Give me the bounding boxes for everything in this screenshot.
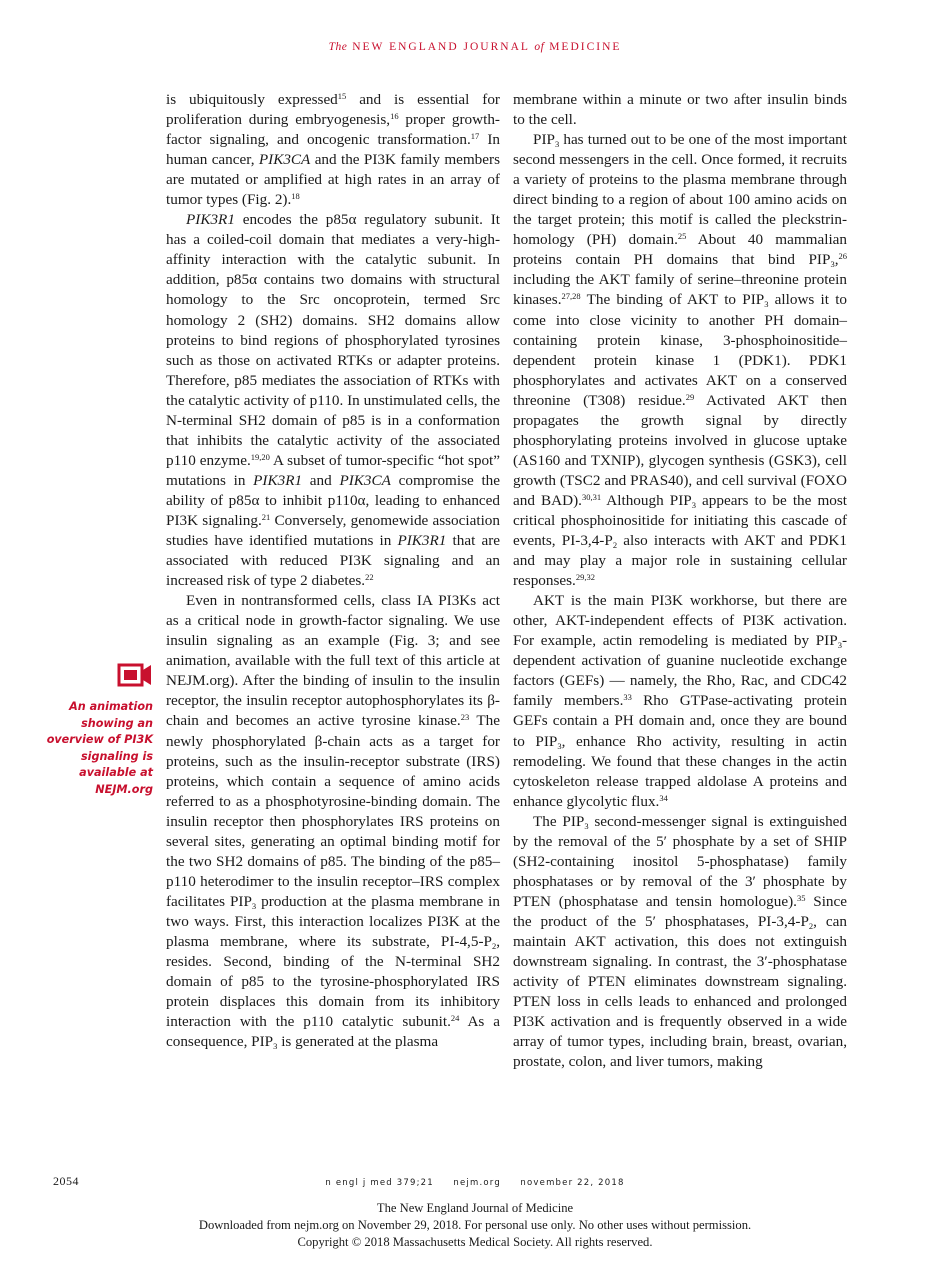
gene-name: PIK3CA [339,471,391,489]
text-run: Even in nontransformed cells, class IA PI3Ks act as a critical node in growth-factor signaling. We use insulin signaling as an example (Fig. 3; and see animation, available with the full text of this article at NEJM.org). After the binding of insulin to the insulin receptor, the insulin receptor autophosphorylates its β-chain and becomes an active tyrosine kinase. [166,592,500,730]
subscript: 3 [273,1041,278,1052]
left-paragraph-3 [166,591,500,1052]
text-run: and the PI3K family members are mutated or amplified at high rates in an array of tumor types (Fig. 2). [166,151,500,209]
text-run: Although PIP [601,491,692,509]
text-run: is generated at the plasma [277,1033,439,1051]
text-run: allows it to come into close vicinity to another PH domain–containing protein kinase, 3-phosphoinositide–dependent protein kinase 1 (PDK1). PDK1 phosphorylates and activates AKT on a conserved threonine (T308) residue. [513,291,848,409]
reference-marker: 19,20 [250,451,270,462]
page-number: 2054 [53,1174,79,1188]
text-run: has turned out to be one of the most important second messengers in the cell. Once formed, it recruits a variety of proteins to the plasma membrane through direct binding to a region of about 100 amino acids on the target protein; this motif is called the pleckstrin-homology (PH) domain. [513,131,847,249]
text-run: compromise the ability of p85α to inhibit p110α, leading to enhanced PI3K signaling. [166,471,501,529]
text-run: Since the product of the 5′ phosphatases, PI-3,4-P [513,892,847,930]
subscript: 3 [837,640,842,651]
left-column [166,90,500,1052]
masthead-of: of [534,41,545,53]
reference-marker: 17 [470,131,480,142]
reference-marker: 18 [291,191,300,202]
text-run: , resides. Second, binding of the N-terminal SH2 domain of p85 to the tyrosine-phosphorylated IRS protein displaces this domain from its inhibitory interaction with the p110 catalytic subunit. [166,932,500,1031]
text-run: including the AKT family of serine–threonine protein kinases. [513,271,847,309]
left-paragraph-2 [166,210,500,591]
text-run: second-messenger signal is extinguished by the removal of the 5′ phosphate by a set of SHIP (SH2-containing inositol 5-phosphatase) family phosphatases or by removal of the 3′ phosphate by PTEN (phosphatase and tensin homologue). [513,812,847,910]
gene-name: PIK3R1 [253,471,303,489]
reference-marker: 27,28 [561,291,581,302]
reference-marker: 30,31 [581,491,602,502]
text-run: The PIP [533,812,585,830]
reference-marker: 26 [838,251,847,262]
text-run: and is essential for proliferation during embryogenesis, [166,91,500,129]
text-run: , [834,251,839,269]
journal-masthead [0,41,950,53]
subscript: 3 [764,299,769,310]
reference-marker: 35 [796,892,806,903]
footer-citation: n engl j med 379;21 nejm.org november 22, 2018 [325,1178,625,1188]
text-run: that are associated with reduced PI3K signaling and an increased risk of type 2 diabetes. [166,532,500,590]
text-run: The newly phosphorylated β-chain acts as a target for proteins, such as the insulin-receptor substrate (IRS) proteins, which contain a sequence of amino acids referred to as a phosphotyrosine-binding domain. The insulin receptor then phosphorylates IRS proteins on several sites, generating an optimal binding motif for the two SH2 domains of p85. The binding of the p85–p110 heterodimer to the insulin receptor–IRS complex facilitates PIP [166,712,500,910]
footer-journal-line: The New England Journal of Medicine [376,1201,574,1215]
reference-marker: 21 [261,511,271,522]
gene-name: PIK3CA [258,151,311,169]
masthead-medicine: MEDICINE [549,41,622,53]
text-run: About 40 mammalian proteins contain PH domains that bind PIP [513,231,848,269]
footer-download-line: Downloaded from nejm.org on November 29, 2018. For personal use only. No other uses without permission. [198,1218,752,1232]
reference-marker: 23 [460,712,470,723]
subscript: 3 [557,740,562,751]
text-run: Conversely, genomewide association studies have identified mutations in [166,511,500,550]
text-run: encodes the p85α regulatory subunit. It has a coiled-coil domain that mediates a very-high-affinity interaction with the catalytic subunit. In addition, p85α contains two domains with structural homology to the Src oncoprotein, termed Src homology 2 (SH2) domains. SH2 domains allow proteins to bind regions of phosphorylated tyrosines such as those on activated RTKs or adapter proteins. Therefore, p85 mediates the association of RTKs with the catalytic activity of p110. In unstimulated cells, the N-terminal SH2 domain of p85 is in a conformation that inhibits the catalytic activity of the associated p110 enzyme. [166,211,500,469]
right-paragraph-4 [513,812,847,1073]
text-run: Activated AKT then propagates the growth signal by directly phosphorylating proteins involved in glucose uptake (AS160 and TXNIP), glycogen synthesis (GSK3), cell growth (TSC2 and PRAS40), and cell survival (FOXO and BAD). [513,391,847,509]
text-run: As a consequence, PIP [166,1013,500,1051]
masthead-journal: NEW ENGLAND JOURNAL [352,41,530,53]
text-run: , enhance Rho activity, resulting in actin remodeling. We found that these changes in the actin cytoskeleton release trapped aldolase A proteins and enhance glycolytic flux. [513,732,848,810]
text-run: proper growth-factor signaling, and oncogenic transformation. [166,111,500,149]
animation-sidebar-note[interactable]: An animation showing an overview of PI3K signaling is available at NEJM.org [46,700,153,796]
left-paragraph-1 [166,90,500,210]
subscript: 3 [554,139,560,150]
reference-marker: 29 [685,391,695,402]
text-run: -dependent activation of guanine nucleotide exchange factors (GEFs) — namely, the Rho, Rac, and CDC42 family members. [513,632,847,710]
reference-marker: 34 [659,792,668,803]
masthead-the: The [328,41,348,53]
right-column [513,90,847,1072]
subscript: 3 [691,499,696,510]
subscript: 2 [808,920,814,931]
reference-marker: 24 [450,1013,460,1024]
text-run: In human cancer, [166,131,500,169]
text-run: and [302,471,340,489]
text-run: PIP [533,131,555,149]
subscript: 2 [612,540,618,551]
text-run: A subset of tumor-specific “hot spot” mutations in [166,451,500,489]
subscript: 2 [491,940,497,951]
right-paragraph-2 [513,130,847,591]
text-run: AKT is the main PI3K workhorse, but there are other, AKT-independent effects of PI3K activation. For example, actin remodeling is mediated by PIP [513,592,847,650]
reference-marker: 25 [677,231,687,242]
right-paragraph-3 [513,591,847,812]
video-camera-icon[interactable] [117,662,153,688]
text-run: production at the plasma membrane in two ways. First, this interaction localizes PI3K at the plasma membrane, where its substrate, PI-4,5-P [166,892,500,950]
text-run: Rho GTPase-activating protein GEFs contain a PH domain and, once they are bound to PIP [513,692,847,750]
reference-marker: 15 [337,91,347,101]
subscript: 3 [830,259,835,270]
text-run: , can maintain AKT activation, this does not extinguish downstream signaling. In contrast, the 3′-phosphatase activity of PTEN eliminates downstream signaling. PTEN loss in cells leads to enhanced and prolonged PI3K activation and is frequently observed in a wide array of tumor types, including brain, breast, ovarian, prostate, colon, and liver tumors, making [513,912,848,1071]
reference-marker: 29,32 [575,572,595,583]
text-run: is ubiquitously expressed [166,91,338,108]
reference-marker: 16 [390,111,399,122]
reference-marker: 22 [365,572,374,583]
subscript: 3 [251,900,257,911]
footer-copyright-line: Copyright © 2018 Massachusetts Medical Society. All rights reserved. [297,1235,653,1249]
reference-marker: 33 [623,692,632,703]
subscript: 3 [584,820,589,831]
text-run: also interacts with AKT and PDK1 and may play a major role in sustaining cellular responses. [513,532,847,590]
text-run: appears to be the most critical phosphoinositide for initiating this cascade of events, PI-3,4-P [513,491,847,550]
right-paragraph-1: membrane within a minute or two after insulin binds to the cell. [513,91,847,129]
gene-name: PIK3R1 [186,211,235,229]
gene-name: PIK3R1 [397,532,447,550]
text-run: The binding of AKT to PIP [580,291,765,309]
